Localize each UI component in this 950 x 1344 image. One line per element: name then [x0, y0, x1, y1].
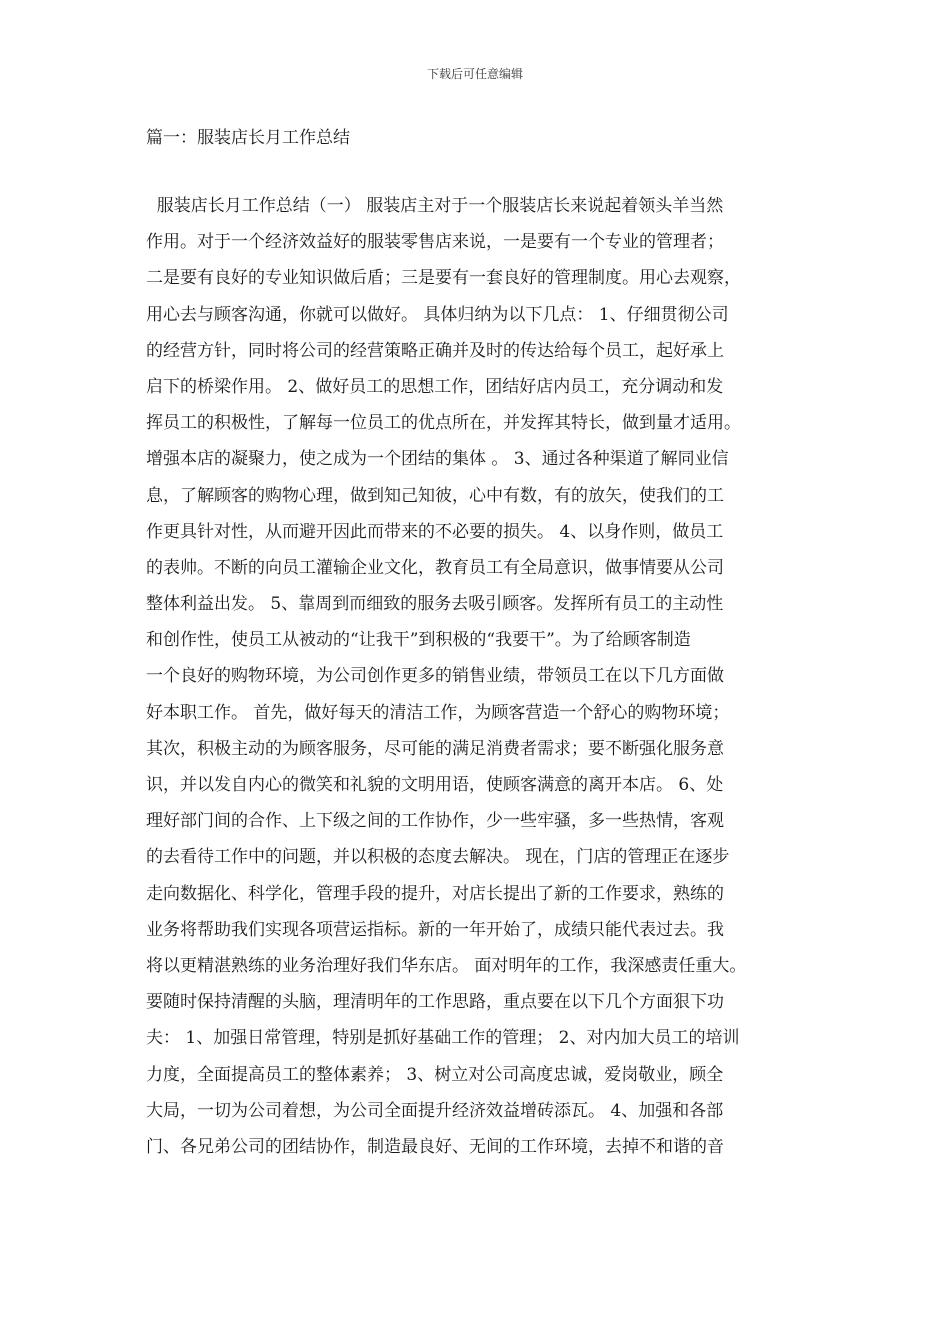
- body-text-line: 业务将帮助我们实现各项营运指标。新的一年开始了，成绩只能代表过去。我: [146, 919, 724, 940]
- body-text-line: 启下的桥梁作用。 2、做好员工的思想工作，团结好店内员工，充分调动和发: [146, 376, 724, 397]
- body-text-line: 增强本店的凝聚力，使之成为一个团结的集体 。 3、通过各种渠道了解同业信: [146, 449, 729, 470]
- body-text-line: 走向数据化、科学化，管理手段的提升，对店长提出了新的工作要求，熟练的: [146, 883, 724, 904]
- body-text-line: 识，并以发自内心的微笑和礼貌的文明用语，使顾客满意的离开本店。 6、处: [146, 775, 724, 795]
- body-text-line: 整体利益出发。 5、靠周到而细致的服务去吸引顾客。发挥所有员工的主动性: [146, 594, 724, 615]
- body-text-line: 的去看待工作中的问题，并以积极的态度去解决。 现在，门店的管理正在逐步: [146, 847, 730, 868]
- body-text-line: 作用。对于一个经济效益好的服装零售店来说，一是要有一个专业的管理者；: [146, 232, 724, 253]
- body-text-line: 要随时保持清醒的头脑，理清明年的工作思路，重点要在以下几个方面狠下功: [146, 992, 724, 1013]
- body-text-line: 二是要有良好的专业知识做后盾；三是要有一套良好的管理制度。用心去观察，: [146, 268, 741, 289]
- body-text-line: 息，了解顾客的购物心理，做到知己知彼，心中有数，有的放矢，使我们的工: [146, 485, 724, 506]
- body-text-line: 好本职工作。 首先，做好每天的清洁工作，为顾客营造一个舒心的购物环境；: [146, 702, 730, 723]
- page-header: 下载后可任意编辑: [426, 67, 523, 81]
- body-text-line: 力度，全面提高员工的整体素养； 3、树立对公司高度忠诚，爱岗敬业，顾全: [146, 1064, 724, 1085]
- body-text-line: 的表帅。不断的向员工灌输企业文化，教育员工有全局意识，做事情要从公司: [146, 557, 724, 578]
- body-text-line: 用心去与顾客沟通，你就可以做好。 具体归纳为以下几点： 1、仔细贯彻公司: [146, 304, 729, 325]
- body-text-line: 作更具针对性，从而避开因此而带来的不必要的损失。 4、以身作则，做员工: [146, 521, 724, 542]
- body-text-line: 挥员工的积极性，了解每一位员工的优点所在，并发挥其特长，做到量才适用。: [146, 413, 741, 434]
- body-text-line: 其次，积极主动的为顾客服务，尽可能的满足消费者需求；要不断强化服务意: [146, 738, 724, 759]
- body-text-line: 的经营方针，同时将公司的经营策略正确并及时的传达给每个员工，起好承上: [146, 340, 724, 361]
- body-text-line: 服装店长月工作总结（一） 服装店主对于一个服装店长来说起着领头羊当然: [146, 196, 724, 216]
- body-text-line: 理好部门间的合作、上下级之间的工作协作，少一些牢骚，多一些热情，客观: [146, 811, 724, 832]
- body-text-line: 一个良好的购物环境，为公司创作更多的销售业绩，带领员工在以下几方面做: [146, 666, 724, 687]
- body-text-line: 门、各兄弟公司的团结协作，制造最良好、无间的工作环境，去掉不和谐的音: [146, 1136, 724, 1157]
- body-text-line: 将以更精湛熟练的业务治理好我们华东店。 面对明年的工作，我深感责任重大。: [146, 955, 747, 976]
- body-text-line: 和创作性，使员工从被动的“让我干”到积极的“我要干”。为了给顾客制造: [146, 630, 691, 651]
- body-text-line: 大局，一切为公司着想，为公司全面提升经济效益增砖添瓦。 4、加强和各部: [146, 1100, 724, 1121]
- document-body: [146, 188, 818, 1165]
- body-text-line: 夫： 1、加强日常管理，特别是抓好基础工作的管理； 2、对内加大员工的培训: [146, 1028, 740, 1049]
- document-title: 篇一：服装店长月工作总结: [146, 128, 350, 148]
